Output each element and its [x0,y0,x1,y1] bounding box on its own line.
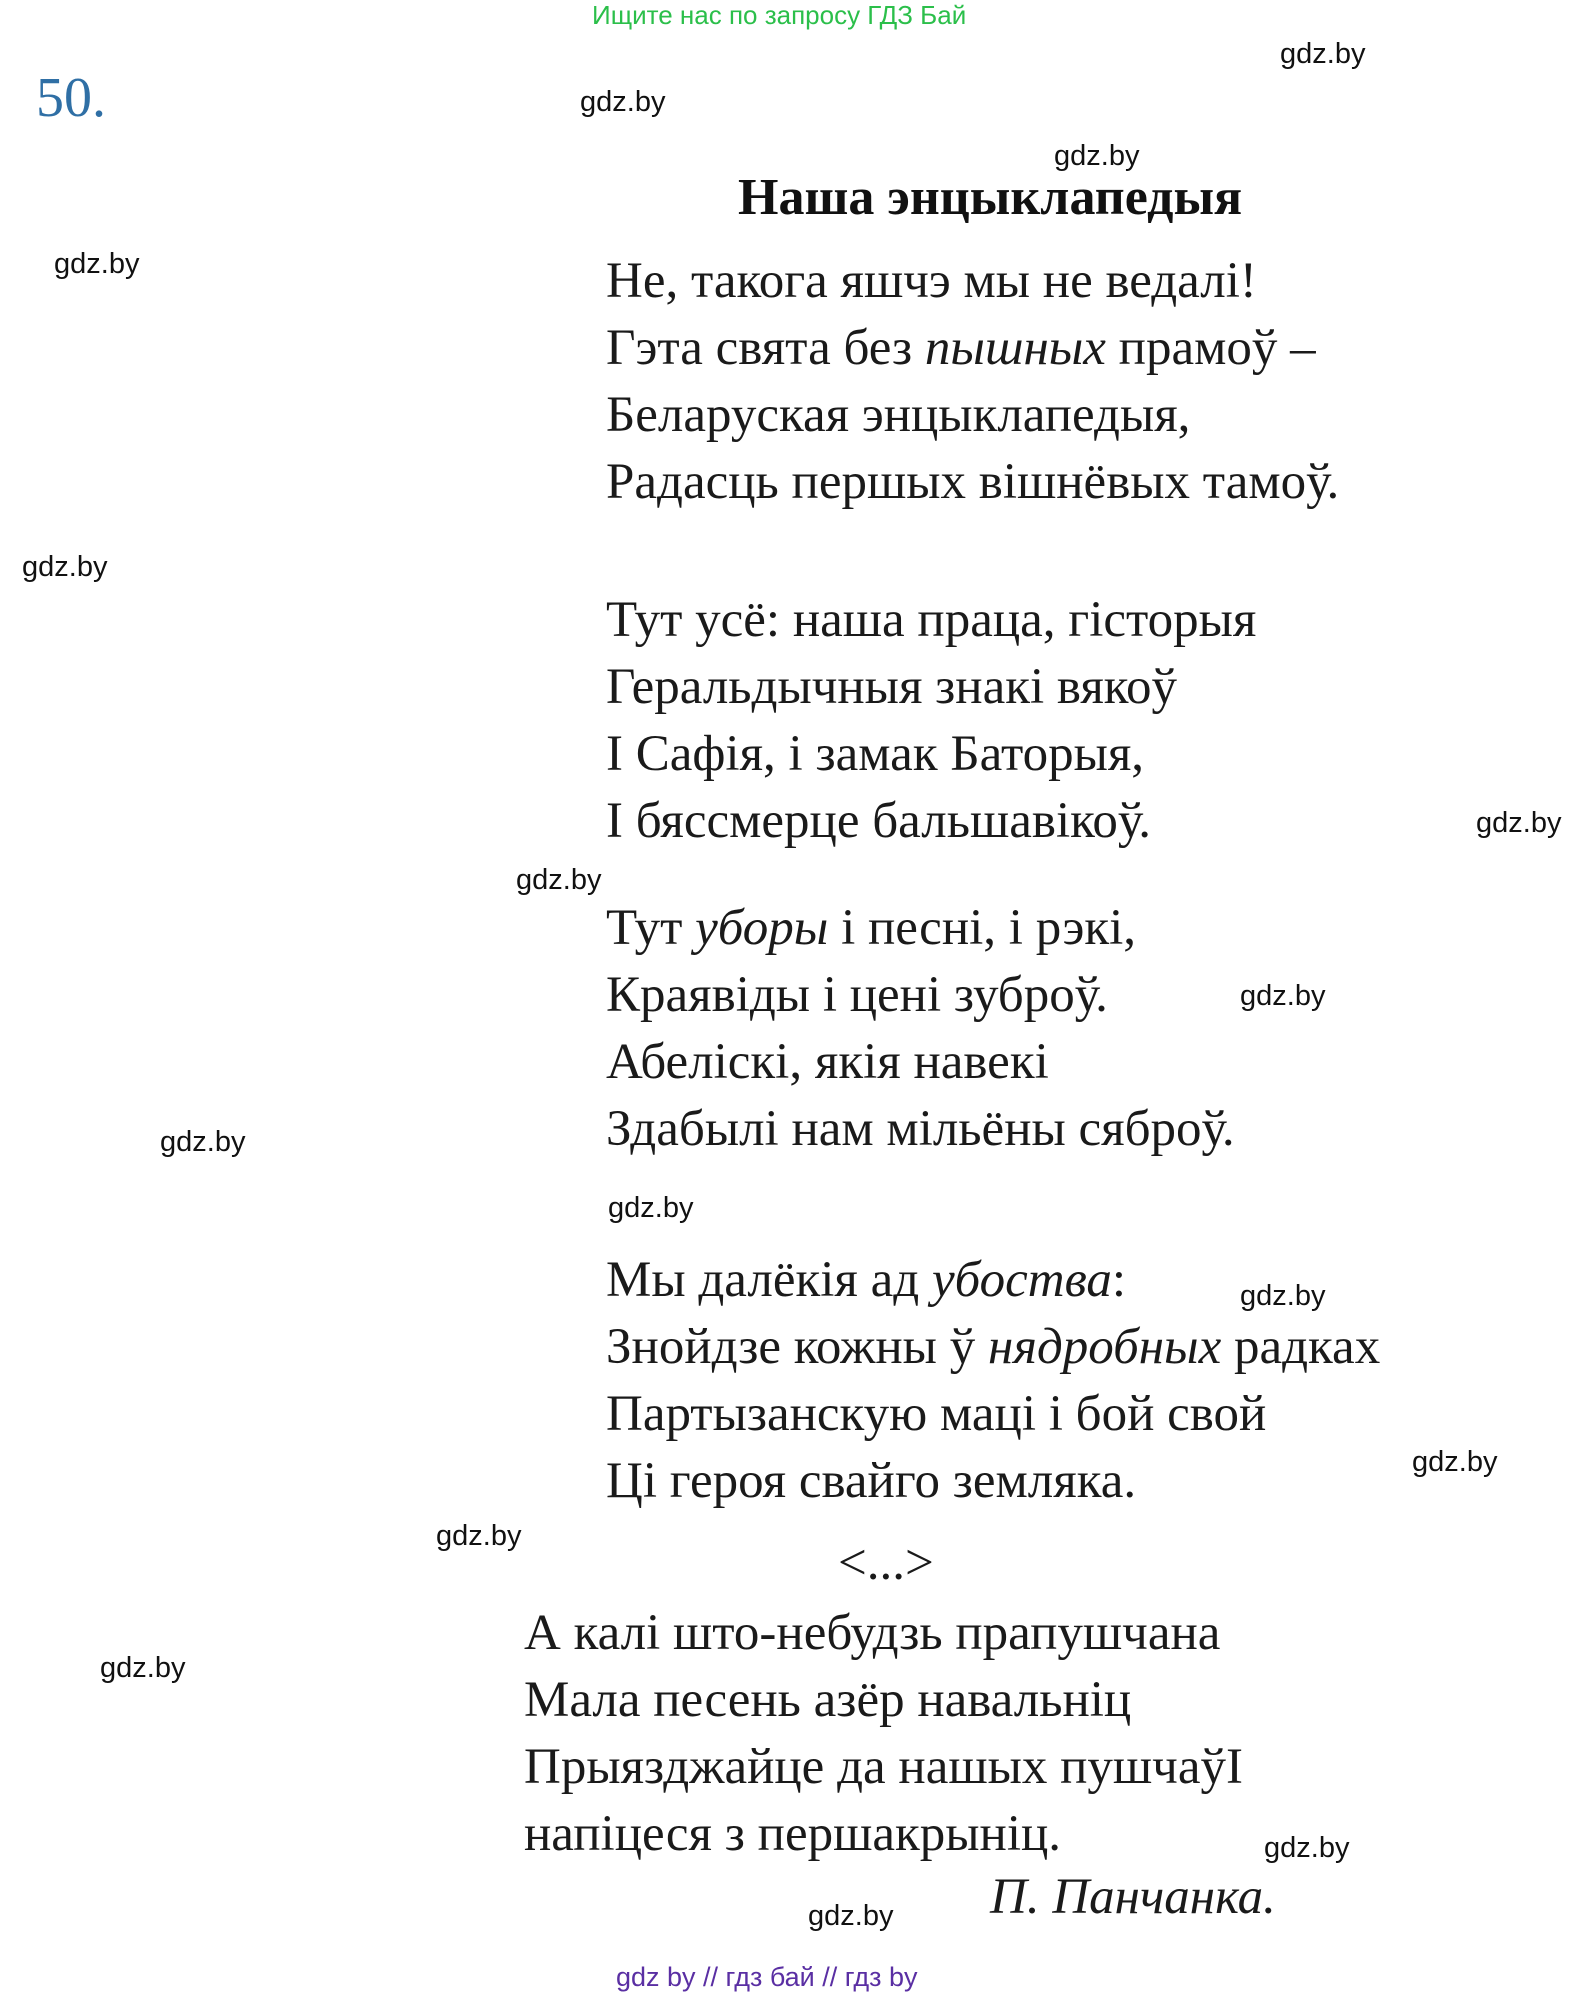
footer-links: gdz by // гдз бай // гдз by [616,1962,918,1992]
line-text: Партызанскую маці і бой свой [606,1386,1267,1442]
watermark: gdz.by [1264,1832,1350,1864]
watermark: gdz.by [1054,140,1140,172]
stanza [606,587,1256,855]
line-text: прамоў – [1105,320,1316,376]
line-text: : [1111,1252,1127,1308]
watermark: gdz.by [22,551,108,583]
line-text: Тут усё: наша праца, гісторыя [606,592,1257,648]
poem-title: Наша энцыклапедыя [738,169,1243,226]
line-text: І Сафія, і замак Баторыя, [606,726,1145,782]
watermark: gdz.by [580,86,666,118]
stanza [606,1247,1380,1515]
poem-line [606,1381,1380,1448]
line-text: Тут [606,900,696,956]
poem-line [606,1029,1235,1096]
line-text: Гэта свята без [606,320,925,376]
poem-line [606,449,1339,516]
line-text: Знойдзе кожны ў [606,1319,988,1375]
line-text: Краявіды і цені зуброў. [606,967,1108,1023]
line-text: Здабылі нам мільёны сяброў. [606,1101,1235,1157]
line-text: І бяссмерце бальшавікоў. [606,793,1151,849]
poem-line [606,962,1235,1029]
stanza [606,895,1235,1163]
stanza [524,1600,1243,1868]
poem-line [524,1667,1243,1734]
poem-line [606,587,1256,654]
poem-line [606,1448,1380,1515]
poem-line [606,315,1339,382]
line-text: напіцеся з першакрыніц. [524,1806,1062,1862]
line-text: Мы далёкія ад [606,1252,932,1308]
watermark: gdz.by [54,248,140,280]
watermark: gdz.by [1240,980,1326,1012]
line-text: Абеліскі, якія навекі [606,1034,1049,1090]
watermark: gdz.by [608,1192,694,1224]
line-text: і песні, і рэкі, [828,900,1137,956]
watermark: gdz.by [1476,807,1562,839]
search-banner: Ищите нас по запросу ГДЗ Бай [592,0,967,30]
poem-line [606,248,1339,315]
line-text: Беларуская энцыклапедыя, [606,387,1191,443]
line-text: А калі што-небудзь прапушчана [524,1605,1221,1661]
watermark: gdz.by [436,1520,522,1552]
italic-word: уборы [695,900,829,956]
line-text: Ці героя свайго земляка. [606,1453,1137,1509]
poem-line [606,654,1256,721]
omission-mark: <...> [838,1535,934,1591]
line-text: Мала песень азёр навальніц [524,1672,1132,1728]
line-text: радках [1221,1319,1381,1375]
line-text: Радасць першых вішнёвых тамоў. [606,454,1340,510]
watermark: gdz.by [808,1900,894,1932]
watermark: gdz.by [1280,38,1366,70]
poem-line [606,1096,1235,1163]
poem-line [524,1600,1243,1667]
poem-line [606,895,1235,962]
italic-word: пышных [924,320,1106,376]
line-text: Прыязджайце да нашых пушчаўІ [524,1739,1243,1795]
line-text: Геральдычныя знакі вякоў [606,659,1177,715]
poem-line [606,1314,1380,1381]
watermark: gdz.by [1240,1280,1326,1312]
poem-line [524,1734,1243,1801]
poem-line [606,1247,1380,1314]
watermark: gdz.by [100,1652,186,1684]
line-text: Не, такога яшчэ мы не ведалі! [606,253,1257,309]
italic-word: убоства [931,1252,1112,1308]
poem-line [606,382,1339,449]
poem-line [606,788,1256,855]
italic-word: нядробных [987,1319,1222,1375]
poem-line [524,1801,1243,1868]
watermark: gdz.by [1412,1446,1498,1478]
exercise-number: 50. [36,67,106,129]
poem-author: П. Панчанка. [990,1869,1276,1925]
watermark: gdz.by [160,1126,246,1158]
stanza [606,248,1339,516]
poem-line [606,721,1256,788]
watermark: gdz.by [516,864,602,896]
